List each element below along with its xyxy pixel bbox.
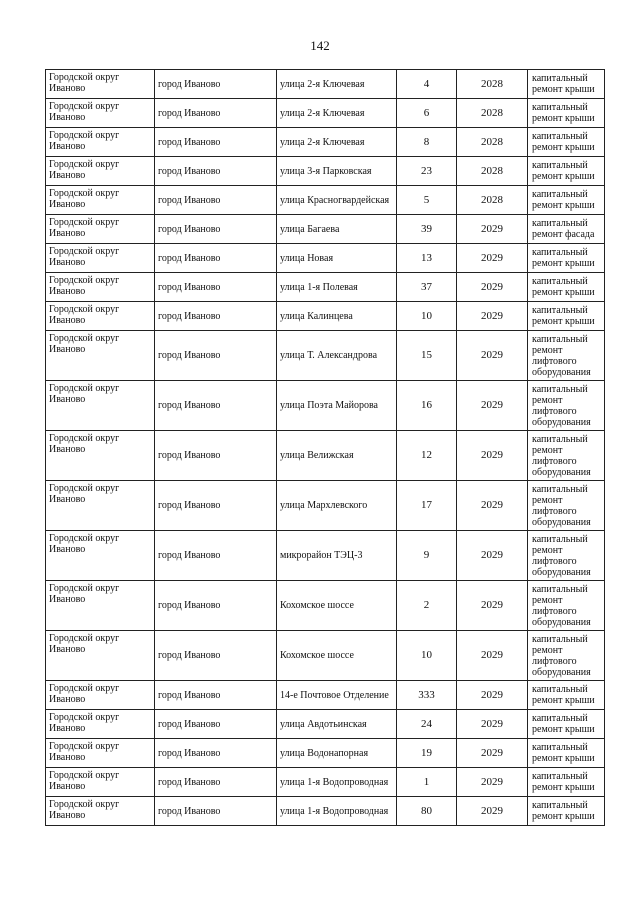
okrug-cell: Городской округ Иваново [46,128,155,157]
okrug-cell: Городской округ Иваново [46,99,155,128]
house-number-cell: 333 [397,681,457,710]
street-cell: улица Калинцева [277,302,397,331]
year-cell: 2029 [457,581,528,631]
street-cell: улица Водонапорная [277,739,397,768]
work-type-cell: капитальный ремонт лифтового оборудования [528,431,605,481]
year-cell: 2029 [457,768,528,797]
work-type-cell: капитальный ремонт крыши [528,797,605,826]
okrug-cell: Городской округ Иваново [46,797,155,826]
house-number-cell: 39 [397,215,457,244]
capital-repair-table [45,69,605,826]
table-row [46,186,605,215]
city-cell: город Иваново [155,681,277,710]
table-row [46,331,605,381]
work-type-cell: капитальный ремонт фасада [528,215,605,244]
work-type-cell: капитальный ремонт лифтового оборудования [528,481,605,531]
city-cell: город Иваново [155,128,277,157]
city-cell: город Иваново [155,99,277,128]
house-number-cell: 80 [397,797,457,826]
okrug-cell: Городской округ Иваново [46,531,155,581]
house-number-cell: 23 [397,157,457,186]
street-cell: улица Красногвардейская [277,186,397,215]
table-row [46,531,605,581]
okrug-cell: Городской округ Иваново [46,381,155,431]
year-cell: 2029 [457,244,528,273]
work-type-cell: капитальный ремонт крыши [528,157,605,186]
table-row [46,215,605,244]
city-cell: город Иваново [155,531,277,581]
street-cell: 14-е Почтовое Отделение [277,681,397,710]
work-type-cell: капитальный ремонт крыши [528,273,605,302]
year-cell: 2029 [457,631,528,681]
okrug-cell: Городской округ Иваново [46,431,155,481]
street-cell: Кохомское шоссе [277,631,397,681]
city-cell: город Иваново [155,797,277,826]
okrug-cell: Городской округ Иваново [46,681,155,710]
street-cell: улица Велижская [277,431,397,481]
house-number-cell: 24 [397,710,457,739]
table-row [46,631,605,681]
city-cell: город Иваново [155,431,277,481]
city-cell: город Иваново [155,244,277,273]
okrug-cell: Городской округ Иваново [46,581,155,631]
house-number-cell: 10 [397,302,457,331]
city-cell: город Иваново [155,481,277,531]
work-type-cell: капитальный ремонт лифтового оборудования [528,531,605,581]
street-cell: Кохомское шоссе [277,581,397,631]
year-cell: 2029 [457,381,528,431]
city-cell: город Иваново [155,631,277,681]
city-cell: город Иваново [155,710,277,739]
work-type-cell: капитальный ремонт крыши [528,302,605,331]
okrug-cell: Городской округ Иваново [46,70,155,99]
street-cell: улица Багаева [277,215,397,244]
year-cell: 2029 [457,331,528,381]
city-cell: город Иваново [155,70,277,99]
year-cell: 2028 [457,99,528,128]
okrug-cell: Городской округ Иваново [46,186,155,215]
year-cell: 2029 [457,215,528,244]
okrug-cell: Городской округ Иваново [46,768,155,797]
table-row [46,99,605,128]
table-row [46,710,605,739]
table-row [46,128,605,157]
year-cell: 2029 [457,681,528,710]
year-cell: 2029 [457,431,528,481]
table-row [46,768,605,797]
house-number-cell: 9 [397,531,457,581]
okrug-cell: Городской округ Иваново [46,244,155,273]
table-row [46,381,605,431]
work-type-cell: капитальный ремонт лифтового оборудования [528,331,605,381]
street-cell: улица 1-я Водопроводная [277,768,397,797]
year-cell: 2029 [457,302,528,331]
house-number-cell: 13 [397,244,457,273]
table-row [46,481,605,531]
street-cell: улица 2-я Ключевая [277,70,397,99]
work-type-cell: капитальный ремонт лифтового оборудования [528,631,605,681]
table-row [46,70,605,99]
table-row [46,244,605,273]
city-cell: город Иваново [155,768,277,797]
house-number-cell: 5 [397,186,457,215]
table-body [46,70,605,826]
year-cell: 2028 [457,70,528,99]
year-cell: 2029 [457,531,528,581]
work-type-cell: капитальный ремонт крыши [528,710,605,739]
work-type-cell: капитальный ремонт крыши [528,186,605,215]
city-cell: город Иваново [155,739,277,768]
okrug-cell: Городской округ Иваново [46,631,155,681]
table-row [46,431,605,481]
table-row [46,797,605,826]
year-cell: 2029 [457,710,528,739]
house-number-cell: 15 [397,331,457,381]
street-cell: улица 1-я Полевая [277,273,397,302]
year-cell: 2029 [457,797,528,826]
street-cell: улица Поэта Майорова [277,381,397,431]
year-cell: 2028 [457,186,528,215]
house-number-cell: 8 [397,128,457,157]
street-cell: улица Мархлевского [277,481,397,531]
okrug-cell: Городской округ Иваново [46,215,155,244]
work-type-cell: капитальный ремонт крыши [528,128,605,157]
work-type-cell: капитальный ремонт крыши [528,681,605,710]
city-cell: город Иваново [155,302,277,331]
year-cell: 2028 [457,128,528,157]
table-row [46,581,605,631]
work-type-cell: капитальный ремонт крыши [528,244,605,273]
house-number-cell: 1 [397,768,457,797]
okrug-cell: Городской округ Иваново [46,157,155,186]
street-cell: улица Авдотьинская [277,710,397,739]
table-row [46,681,605,710]
house-number-cell: 16 [397,381,457,431]
year-cell: 2029 [457,739,528,768]
street-cell: улица 3-я Парковская [277,157,397,186]
page-number: 142 [310,38,330,53]
table-row [46,273,605,302]
house-number-cell: 17 [397,481,457,531]
work-type-cell: капитальный ремонт крыши [528,99,605,128]
city-cell: город Иваново [155,331,277,381]
house-number-cell: 37 [397,273,457,302]
street-cell: улица 2-я Ключевая [277,128,397,157]
street-cell: микрорайон ТЭЦ-3 [277,531,397,581]
city-cell: город Иваново [155,581,277,631]
house-number-cell: 19 [397,739,457,768]
city-cell: город Иваново [155,273,277,302]
okrug-cell: Городской округ Иваново [46,739,155,768]
house-number-cell: 10 [397,631,457,681]
street-cell: улица 2-я Ключевая [277,99,397,128]
okrug-cell: Городской округ Иваново [46,273,155,302]
house-number-cell: 12 [397,431,457,481]
table-row [46,302,605,331]
work-type-cell: капитальный ремонт лифтового оборудования [528,381,605,431]
house-number-cell: 4 [397,70,457,99]
work-type-cell: капитальный ремонт крыши [528,739,605,768]
okrug-cell: Городской округ Иваново [46,331,155,381]
table-row [46,157,605,186]
table-row [46,739,605,768]
house-number-cell: 6 [397,99,457,128]
street-cell: улица 1-я Водопроводная [277,797,397,826]
work-type-cell: капитальный ремонт крыши [528,70,605,99]
year-cell: 2028 [457,157,528,186]
work-type-cell: капитальный ремонт крыши [528,768,605,797]
city-cell: город Иваново [155,381,277,431]
work-type-cell: капитальный ремонт лифтового оборудования [528,581,605,631]
okrug-cell: Городской округ Иваново [46,302,155,331]
okrug-cell: Городской округ Иваново [46,481,155,531]
okrug-cell: Городской округ Иваново [46,710,155,739]
year-cell: 2029 [457,481,528,531]
city-cell: город Иваново [155,186,277,215]
city-cell: город Иваново [155,157,277,186]
house-number-cell: 2 [397,581,457,631]
street-cell: улица Новая [277,244,397,273]
year-cell: 2029 [457,273,528,302]
street-cell: улица Т. Александрова [277,331,397,381]
city-cell: город Иваново [155,215,277,244]
